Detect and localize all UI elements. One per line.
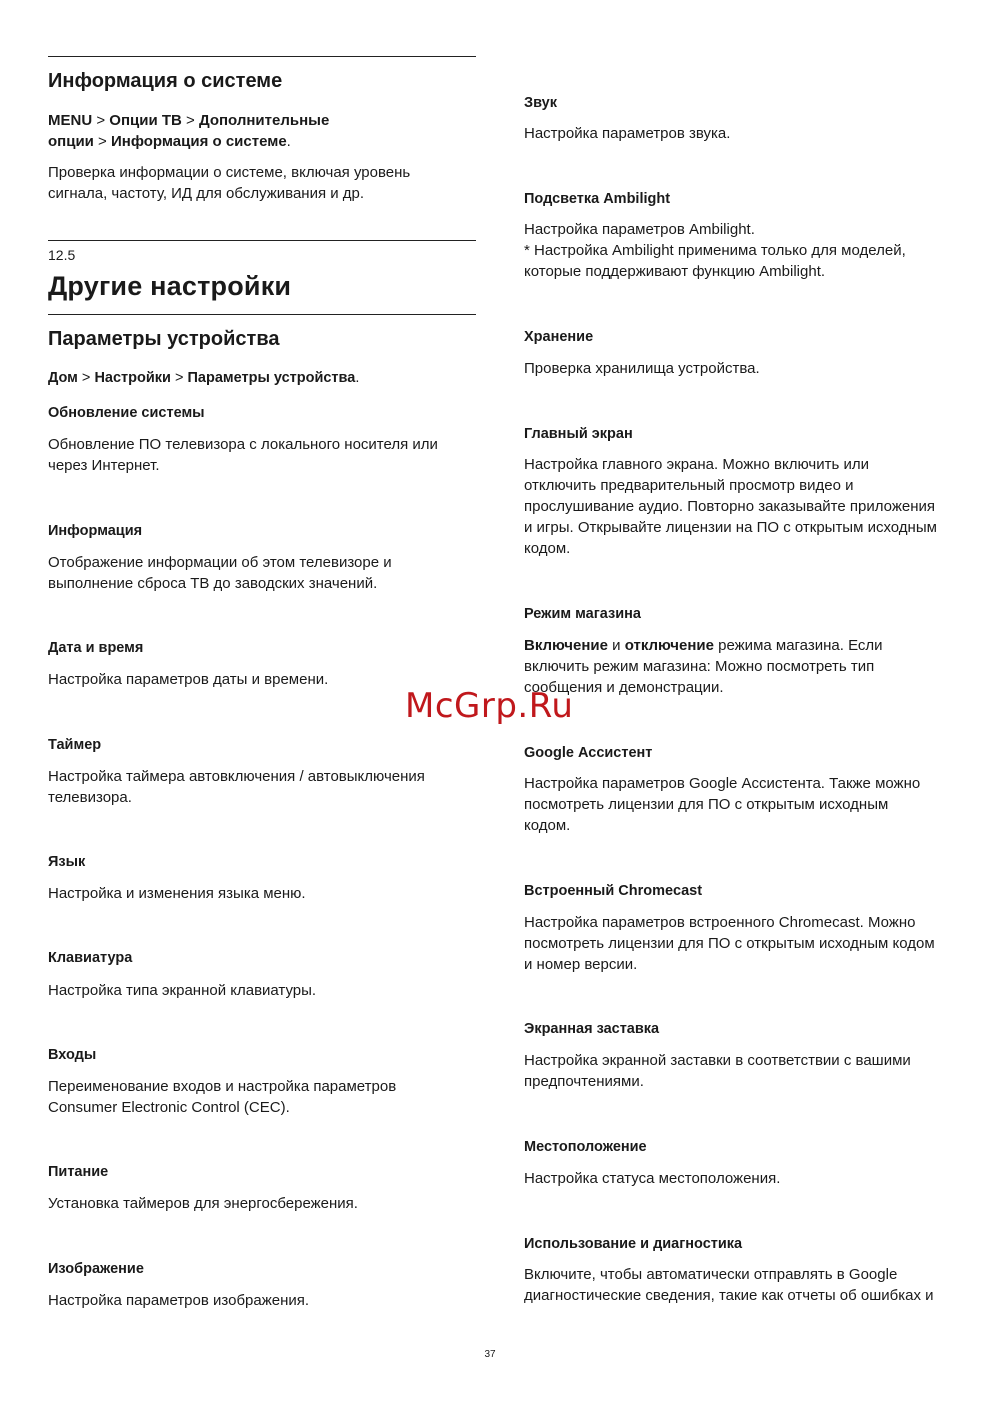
path-advanced-2: опции	[48, 133, 94, 150]
sysinfo-path	[48, 110, 329, 152]
item-body	[48, 552, 392, 594]
item-title: Входы	[48, 1047, 97, 1063]
item-body	[524, 912, 935, 975]
body-line: выполнение сброса ТВ до заводских значений.	[48, 575, 378, 592]
item-body	[48, 1076, 396, 1118]
item-body	[48, 434, 438, 476]
body-line: Включите, чтобы автоматически отправлять в Google	[524, 1266, 898, 1283]
body-line: включить режим магазина: Можно посмотреть тип	[524, 658, 875, 675]
body-line: и номер версии.	[524, 956, 638, 973]
body-line: кодом.	[524, 817, 571, 834]
body-text: режима магазина. Если	[713, 637, 883, 654]
device-heading: Параметры устройства	[48, 328, 280, 350]
item-body	[48, 766, 425, 808]
path-sep: >	[93, 133, 111, 150]
item-title: Дата и время	[48, 640, 144, 656]
item-body	[48, 980, 316, 1001]
section-number: 12.5	[48, 247, 76, 263]
path-settings: Настройки	[94, 370, 171, 386]
body-line: Consumer Electronic Control (CEC).	[48, 1099, 290, 1116]
item-title: Подсветка Ambilight	[524, 191, 671, 207]
item-title: Изображение	[48, 1261, 144, 1277]
path-device-settings: Параметры устройства	[187, 370, 356, 386]
body-line: диагностические сведения, такие как отчеты об ошибках и	[524, 1287, 934, 1304]
body-text: и	[607, 637, 625, 654]
path-sep: >	[170, 370, 188, 386]
item-title: Обновление системы	[48, 405, 205, 421]
body-line: Проверка хранилища устройства.	[524, 360, 760, 377]
item-title: Google Ассистент	[524, 745, 653, 761]
body-line: которые поддерживают функцию Ambilight.	[524, 263, 826, 280]
item-title: Экранная заставка	[524, 1021, 660, 1037]
body-line: Установка таймеров для энергосбережения.	[48, 1195, 358, 1212]
section-title: Другие настройки	[48, 271, 292, 301]
body-line: Отображение информации об этом телевизоре и	[48, 554, 392, 571]
body-line: отключить предварительный просмотр видео и	[524, 477, 854, 494]
item-title: Главный экран	[524, 426, 633, 442]
path-home: Дом	[48, 370, 78, 386]
path-advanced: Дополнительные	[198, 112, 330, 129]
item-title: Питание	[48, 1164, 109, 1180]
watermark: McGrp.Ru	[405, 686, 574, 726]
item-title: Использование и диагностика	[524, 1236, 743, 1252]
item-title: Режим магазина	[524, 606, 641, 622]
body-line: Настройка параметров Google Ассистента. Также можно	[524, 775, 921, 792]
item-body	[524, 358, 760, 379]
item-body	[48, 669, 328, 690]
body-line: Настройка параметров звука.	[524, 125, 731, 142]
item-title: Клавиатура	[48, 950, 133, 966]
body-line: Обновление ПО телевизора с локального носителя или	[48, 436, 438, 453]
divider	[48, 314, 476, 315]
item-body	[524, 1264, 934, 1306]
path-end: .	[355, 370, 360, 386]
item-body	[524, 123, 730, 144]
item-body	[48, 883, 306, 904]
body-line: Настройка параметров изображения.	[48, 1292, 310, 1309]
body-line: сигнала, частоту, ИД для обслуживания и др.	[48, 185, 365, 202]
path-sep: >	[92, 112, 110, 129]
item-title: Язык	[48, 854, 86, 870]
body-line: Переименование входов и настройка параметров	[48, 1078, 397, 1095]
body-line: Настройка главного экрана. Можно включить или	[524, 456, 869, 473]
body-line: Настройка статуса местоположения.	[524, 1170, 781, 1187]
page-number: 37	[484, 1349, 496, 1360]
device-path	[48, 368, 359, 389]
body-line: и игры. Открывайте лицензии на ПО с открытым исходным	[524, 519, 937, 536]
bold-term: Включение	[524, 637, 608, 654]
body-line: Настройка экранной заставки в соответствии с вашими	[524, 1052, 911, 1069]
item-body	[524, 219, 906, 282]
body-line: Настройка параметров даты и времени.	[48, 671, 329, 688]
body-line: сообщения и демонстрации.	[524, 679, 724, 696]
item-title: Таймер	[48, 737, 102, 753]
body-line: предпочтениями.	[524, 1073, 644, 1090]
item-title: Встроенный Chromecast	[524, 883, 703, 899]
path-menu: MENU	[48, 112, 93, 129]
item-title: Хранение	[524, 329, 594, 345]
body-line: Настройка параметров Ambilight.	[524, 221, 755, 238]
path-sysinfo: Информация о системе	[111, 133, 287, 150]
path-sep: >	[77, 370, 95, 386]
divider	[48, 56, 476, 57]
item-body	[524, 1050, 911, 1092]
body-line: кодом.	[524, 540, 571, 557]
item-body	[524, 454, 937, 559]
path-tv-options: Опции ТВ	[109, 112, 182, 129]
bold-term: отключение	[624, 637, 714, 654]
item-body	[524, 635, 883, 698]
body-line: Настройка типа экранной клавиатуры.	[48, 982, 317, 999]
body-line: * Настройка Ambilight применима только для моделей,	[524, 242, 906, 259]
divider	[48, 240, 476, 241]
item-body	[48, 1290, 309, 1311]
body-line: Настройка и изменения языка меню.	[48, 885, 306, 902]
path-sep: >	[181, 112, 199, 129]
body-line: прослушивание аудио. Повторно заказывайте приложения	[524, 498, 935, 515]
item-title: Звук	[524, 95, 557, 111]
body-line: Настройка параметров встроенного Chromecast. Можно	[524, 914, 916, 931]
body-line: телевизора.	[48, 789, 132, 806]
item-body	[524, 1168, 780, 1189]
body-line: Проверка информации о системе, включая уровень	[48, 164, 411, 181]
item-title: Информация	[48, 523, 143, 539]
path-end: .	[286, 133, 291, 150]
body-line: Настройка таймера автовключения / автовыключения	[48, 768, 425, 785]
item-body	[524, 773, 920, 836]
item-title: Местоположение	[524, 1139, 647, 1155]
body-line: через Интернет.	[48, 457, 160, 474]
body-line: посмотреть лицензии для ПО с открытым исходным кодом	[524, 935, 935, 952]
sysinfo-heading: Информация о системе	[48, 70, 283, 92]
body-line: посмотреть лицензии для ПО с открытым исходным	[524, 796, 889, 813]
item-body	[48, 1193, 358, 1214]
sysinfo-body	[48, 162, 410, 204]
